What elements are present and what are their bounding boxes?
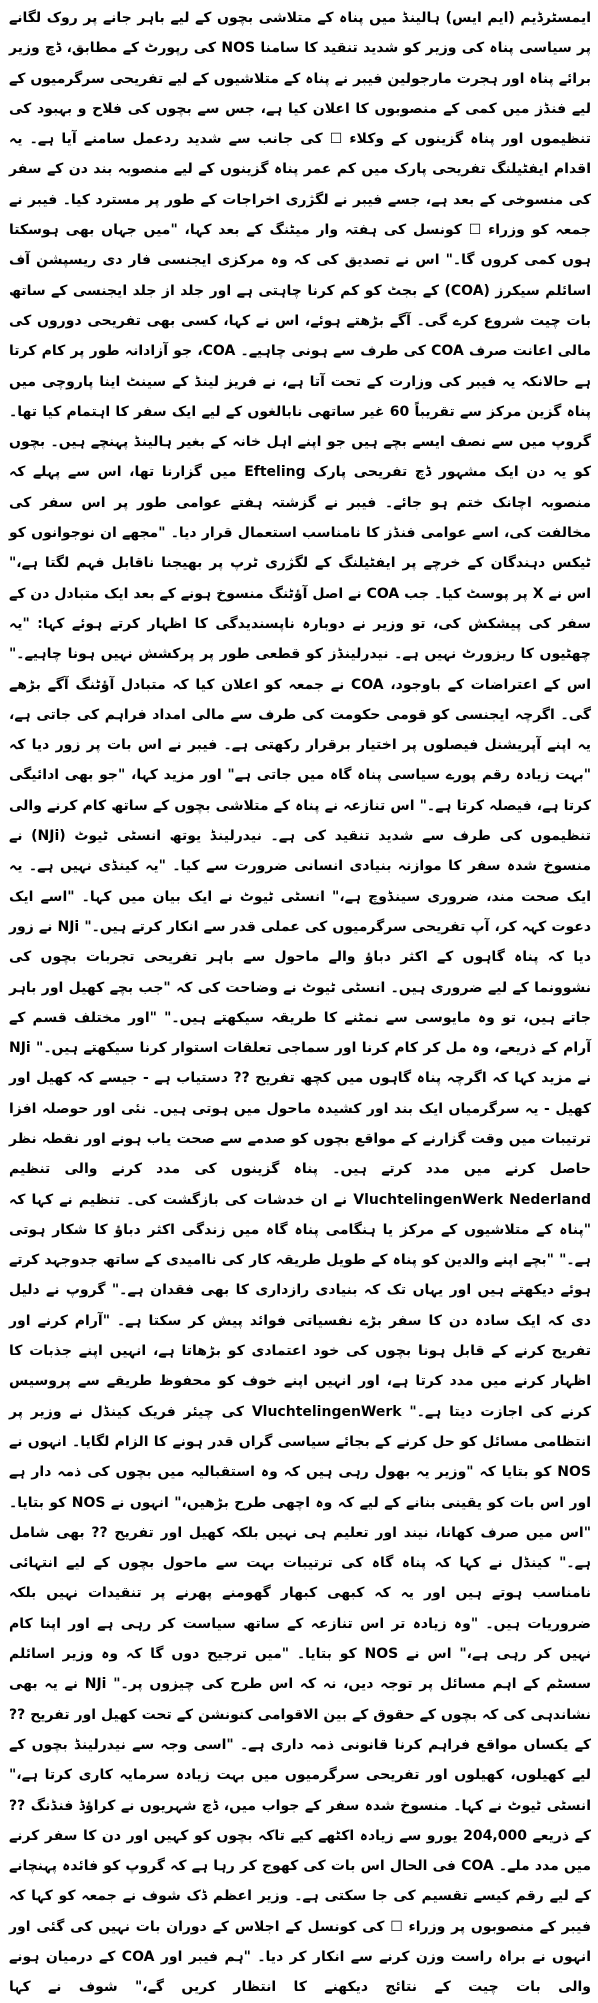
article-body: ایمسٹرڈیم (ایم ایس) ہالینڈ میں پناہ کے متلاشی بچوں کے لیے باہر جانے پر روک لگانے پر سیاسی پناہ کی وزیر کو شدید تنقید کا سامنا NOS کی رپورٹ کے مطابق، ڈچ وزیر برائے پناہ اور ہجرت مارجولین فیبر نے پناہ کے متلاشیوں کے لیے تفریحی سرگرمیوں کے لیے فنڈز میں کمی کے منصوبوں کا اعلان کیا ہے، جس سے بچوں کی فلاح و بہبود کی تنظیموں اور پناہ گزینوں کے وکلاء ☐ کی جانب سے شدید ردعمل سامنے آیا ہے۔ یہ اقدام ایفٹیلنگ تفریحی پارک میں کم عمر پناہ گزینوں کے لیے منصوبہ بند دن کے سفر کی منسوخی کے بعد ہے، جسے فیبر نے لگژری اخراجات کے طور پر مسترد کیا۔ فیبر نے جمعہ کو وزراء ☐ کونسل کی ہفتہ وار میٹنگ کے بعد کہا، "میں جہاں بھی ہوسکتا ہوں کمی کروں گا۔" اس نے تصدیق کی کہ وہ مرکزی ایجنسی فار دی ریسپشن آف اسائلم سیکرز (COA) کے بجٹ کو کم کرنا چاہتی ہے اور جلد از جلد ایجنسی کے ساتھ بات چیت شروع کرے گی۔ آگے بڑھتے ہوئے، اس نے کہا، کسی بھی تفریحی دوروں کی مالی اعانت صرف COA کی طرف سے ہونی چاہیے۔ COA، جو آزادانہ طور پر کام کرتا ہے حالانکہ یہ فیبر کی وزارت کے تحت آتا ہے، نے فریز لینڈ کے سینٹ اینا پاروچی میں پناہ گزین مرکز سے تقریباً 60 غیر ساتھی نابالغوں کے لیے ایک سفر کا اہتمام کیا تھا۔ گروپ میں سے نصف ایسے بچے ہیں جو اپنے اہل خانہ کے بغیر ہالینڈ پہنچے ہیں۔ بچوں کو یہ دن ایک مشہور ڈچ تفریحی پارک Efteling میں گزارنا تھا، اس سے پہلے کہ منصوبہ اچانک ختم ہو جائے۔ فیبر نے گزشتہ ہفتے عوامی طور پر اس سفر کی مخالفت کی، اسے عوامی فنڈز کا نامناسب استعمال قرار دیا۔ "مجھے ان نوجوانوں کو ٹیکس دہندگان کے خرچے پر ایفٹیلنگ کے لگژری ٹرپ پر بھیجنا ناقابل فہم لگتا ہے،" اس نے X پر پوسٹ کیا۔ جب COA نے اصل آؤٹنگ منسوخ ہونے کے بعد ایک متبادل دن کے سفر کی پیشکش کی، تو وزیر نے دوبارہ ناپسندیدگی کا اظہار کرتے ہوئے کہا: "یہ چھٹیوں کا ریزورٹ نہیں ہے۔ نیدرلینڈز کو قطعی طور پر پرکشش نہیں ہونا چاہیے۔" اس کے اعتراضات کے باوجود، COA نے جمعہ کو اعلان کیا کہ متبادل آؤٹنگ آگے بڑھے گی۔ اگرچہ ایجنسی کو قومی حکومت کی طرف سے مالی امداد فراہم کی جاتی ہے، یہ اپنے آپریشنل فیصلوں پر اختیار برقرار رکھتی ہے۔ فیبر نے اس بات پر زور دیا کہ "بہت زیادہ رقم پورے سیاسی پناہ گاہ میں جاتی ہے" اور مزید کہا، "جو بھی ادائیگی کرتا ہے، فیصلہ کرتا ہے۔" اس تنازعہ نے پناہ کے متلاشی بچوں کے ساتھ کام کرنے والی تنظیموں کی طرف سے شدید تنقید کی ہے۔ نیدرلینڈ یوتھ انسٹی ٹیوٹ (NJi) نے منسوخ شدہ سفر کا موازنہ بنیادی انسانی ضرورت سے کیا۔ "یہ کینڈی نہیں ہے۔ یہ ایک صحت مند، ضروری سینڈوچ ہے،" انسٹی ٹیوٹ نے ایک بیان میں کہا۔ "اسے ایک دعوت کہہ کر، آپ تفریحی سرگرمیوں کی عملی قدر سے انکار کرتے ہیں۔" NJi نے زور دیا کہ پناہ گاہوں کے اکثر دباؤ والے ماحول سے باہر تفریحی تجربات بچوں کی نشوونما کے لیے ضروری ہیں۔ انسٹی ٹیوٹ نے وضاحت کی کہ "جب بچے کھیل اور باہر جاتے ہیں، تو وہ مایوسی سے نمٹنے کا طریقہ سیکھتے ہیں۔" "اور مختلف قسم کے آرام کے ذریعے، وہ مل کر کام کرنا اور سماجی تعلقات استوار کرنا سیکھتے ہیں۔" NJi نے مزید کہا کہ اگرچہ پناہ گاہوں میں کچھ تفریح ?? دستیاب ہے - جیسے کہ کھیل اور کھیل - یہ سرگرمیاں ایک بند اور کشیدہ ماحول میں ہوتی ہیں۔ نئی اور حوصلہ افزا ترتیبات میں وقت گزارنے کے مواقع بچوں کو صدمے سے صحت یاب ہونے اور نقطہ نظر حاصل کرنے میں مدد کرتے ہیں۔ پناہ گزینوں کی مدد کرنے والی تنظیم VluchtelingenWerk Nederland نے ان خدشات کی بازگشت کی۔ تنظیم نے کہا کہ "پناہ کے متلاشیوں کے مرکز یا ہنگامی پناہ گاہ میں زندگی اکثر دباؤ کا شکار ہوتی ہے۔" "بچے اپنے والدین کو پناہ کے طویل طریقہ کار کی ناامیدی کے ساتھ جدوجہد کرتے ہوئے دیکھتے ہیں اور یہاں تک کہ بنیادی رازداری کا بھی فقدان ہے۔" گروپ نے دلیل دی کہ ایک سادہ دن کا سفر بڑے نفسیاتی فوائد پیش کر سکتا ہے۔ "آرام کرنے اور تفریح کرنے کے قابل ہونا بچوں کی خود اعتمادی کو بڑھاتا ہے، انہیں اپنے جذبات کا اظہار کرنے میں مدد کرتا ہے، اور انہیں اپنے خوف کو محفوظ طریقے سے پروسیس کرنے کی اجازت دیتا ہے۔" VluchtelingenWerk کی چیئر فریک کینڈل نے وزیر پر انتظامی مسائل کو حل کرنے کے بجائے سیاسی گراں قدر ہونے کا الزام لگایا۔ انہوں نے NOS کو بتایا کہ "وزیر یہ بھول رہی ہیں کہ وہ استقبالیہ میں بچوں کی ذمہ دار ہے اور اس بات کو یقینی بنانے کے لیے کہ وہ اچھی طرح بڑھیں،" انہوں نے NOS کو بتایا۔ "اس میں صرف کھانا، نیند اور تعلیم ہی نہیں بلکہ کھیل اور تفریح ?? بھی شامل ہے۔" کینڈل نے کہا کہ پناہ گاہ کی ترتیبات بہت سے ماحول بچوں کے لیے انتہائی نامناسب ہوتے ہیں اور یہ کہ کبھی کبھار گھومنے پھرنے پر تنقیدات نہیں بلکہ ضروریات ہیں۔ "وہ زیادہ تر اس تنازعہ کے ساتھ سیاست کر رہی ہے اور اپنا کام نہیں کر رہی ہے،" اس نے NOS کو بتایا۔ "میں ترجیح دوں گا کہ وہ وزیر اسائلم سسٹم کے اہم مسائل پر توجہ دیں، نہ کہ اس طرح کی چیزوں پر۔" NJi نے یہ بھی نشاندہی کی کہ بچوں کے حقوق کے بین الاقوامی کنونشن کے تحت کھیل اور تفریح ?? کے یکساں مواقع فراہم کرنا قانونی ذمہ داری ہے۔ "اسی وجہ سے نیدرلینڈ بچوں کے لیے کھیلوں، کھیلوں اور تفریحی سرگرمیوں میں بہت زیادہ سرمایہ کاری کرتا ہے،" انسٹی ٹیوٹ نے کہا۔ منسوخ شدہ سفر کے جواب میں، ڈچ شہریوں نے کراؤڈ فنڈنگ ?? کے ذریعے 204,000 یورو سے زیادہ اکٹھے کیے تاکہ بچوں کو کہیں اور دن کا سفر کرنے میں مدد ملے۔ COA فی الحال اس بات کی کھوج کر رہا ہے کہ گروپ کو فائدہ پہنچانے کے لیے رقم کیسے تقسیم کی جا سکتی ہے۔ وزیر اعظم ڈک شوف نے جمعہ کو کہا کہ فیبر کے منصوبوں پر وزراء ☐ کی کونسل کے اجلاس کے دوران بات نہیں کی گئی اور انہوں نے براہ راست وزن کرنے سے انکار کر دیا۔ "ہم فیبر اور COA کے درمیان ہونے والی بات چیت کے نتائج دیکھنے کا انتظار کریں گے،" شوف نے کہا [9,10,592,1996]
